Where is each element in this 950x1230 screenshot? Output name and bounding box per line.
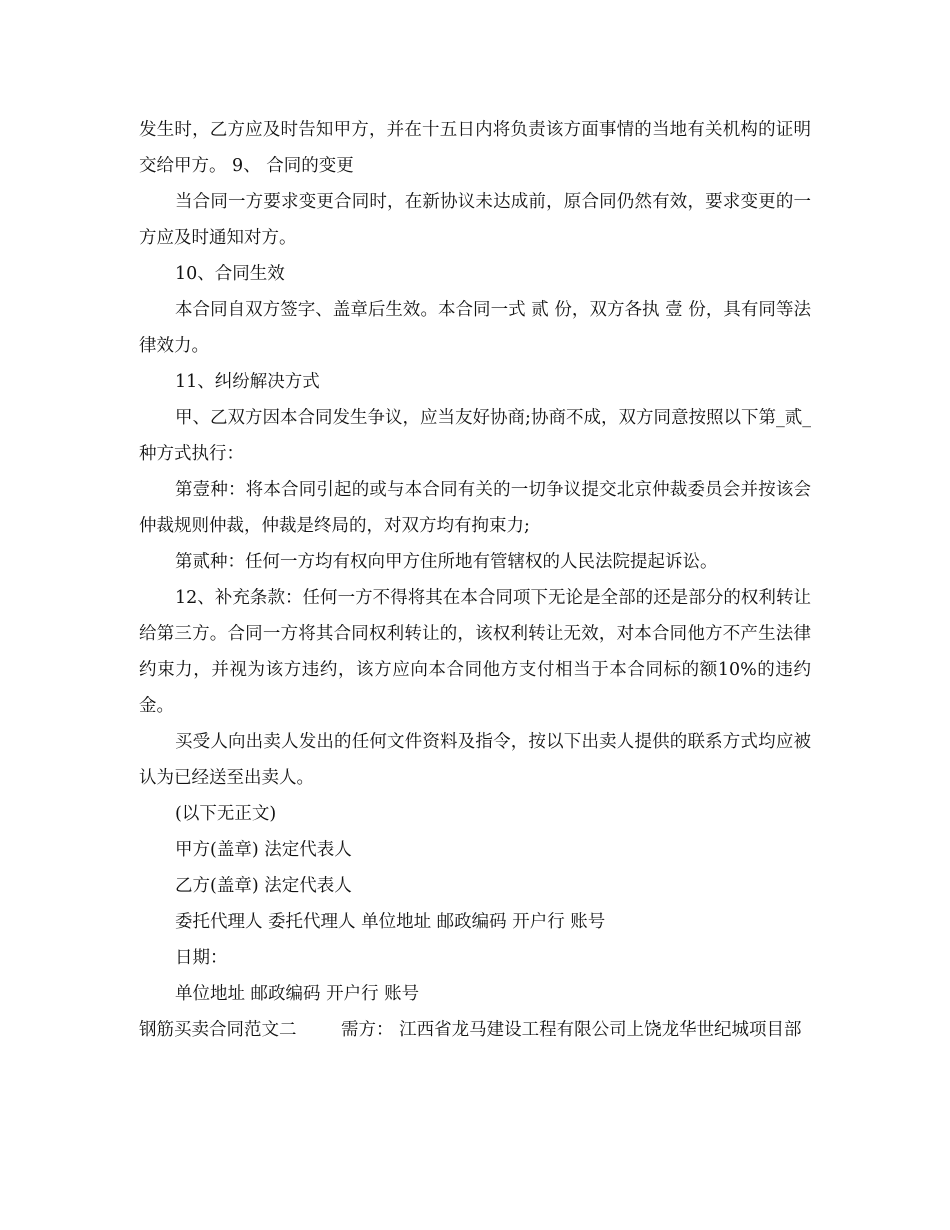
paragraph-change-notice-tail: 发生时，乙方应及时告知甲方，并在十五日内将负责该方面事情的当地有关机构的证明交给甲方。 9、 合同的变更 [139, 120, 811, 176]
paragraph-contract-change: 当合同一方要求变更合同时，在新协议未达成前，原合同仍然有效，要求变更的一方应及时通知对方。 [139, 192, 811, 248]
paragraph-supplementary-terms: 12、补充条款：任何一方不得将其在本合同项下无论是全部的还是部分的权利转让给第三方。合同一方将其合同权利转让的，该权利转让无效，对本合同他方不产生法律约束力，并视为该方违约，该方应向本合同他方支付相当于本合同标的额10%的违约金。 [139, 588, 811, 716]
paragraph-contract-effective: 本合同自双方签字、盖章后生效。本合同一式 贰 份，双方各执 壹 份，具有同等法律效力。 [139, 300, 811, 356]
paragraph-delivery-notice: 买受人向出卖人发出的任何文件资料及指令，按以下出卖人提供的联系方式均应被认为已经送至出卖人。 [139, 732, 811, 788]
heading-contract-effective: 10、合同生效 [175, 264, 285, 284]
paragraph-dispute-resolution: 甲、乙双方因本合同发生争议，应当友好协商;协商不成，双方同意按照以下第_贰_种方式执行： [139, 408, 811, 464]
document-body [139, 112, 811, 1048]
signature-party-a: 甲方(盖章) 法定代表人 [175, 840, 352, 860]
signature-date: 日期： [175, 948, 228, 968]
signature-party-b: 乙方(盖章) 法定代表人 [175, 876, 352, 896]
paragraph-second-contract-title: 钢筋买卖合同范文二 需方： 江西省龙马建设工程有限公司上饶龙华世纪城项目部 [139, 1020, 802, 1040]
text-no-body-below: (以下无正文) [175, 804, 277, 824]
paragraph-option-one: 第壹种：将本合同引起的或与本合同有关的一切争议提交北京仲裁委员会并按该会仲裁规则仲裁，仲裁是终局的，对双方均有拘束力; [139, 480, 811, 536]
paragraph-option-two: 第贰种：任何一方均有权向甲方住所地有管辖权的人民法院提起诉讼。 [175, 552, 718, 572]
signature-unit-details: 单位地址 邮政编码 开户行 账号 [175, 984, 420, 1004]
heading-dispute-resolution: 11、纠纷解决方式 [175, 372, 320, 392]
signature-agents-details: 委托代理人 委托代理人 单位地址 邮政编码 开户行 账号 [175, 912, 606, 932]
